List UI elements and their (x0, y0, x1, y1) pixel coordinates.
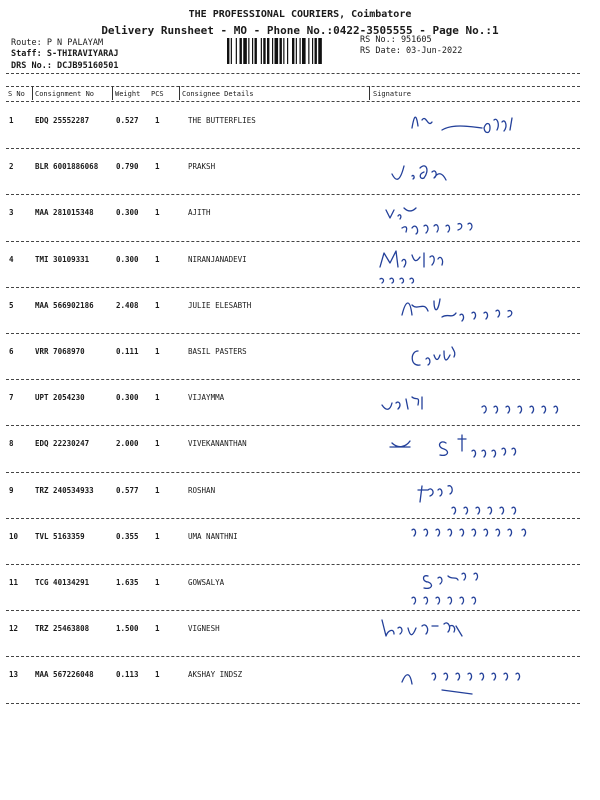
row-pcs: 1 (155, 300, 160, 310)
row-separator (6, 425, 580, 426)
row-consignee: UMA NANTHNI (188, 531, 238, 541)
row-weight: 0.527 (116, 116, 139, 125)
row-weight: 2.000 (116, 439, 139, 449)
staff-label: Staff: S-THIRAVIYARAJ (11, 49, 119, 59)
row-separator (6, 287, 580, 288)
col-pcs-header: PCS (151, 90, 164, 98)
handwritten-signature (372, 152, 577, 196)
row-weight: 1.500 (116, 624, 139, 634)
col-sno-header: S No (8, 90, 25, 98)
row-pcs: 1 (155, 254, 160, 264)
row-pcs: 1 (155, 670, 160, 680)
row-separator (6, 703, 580, 704)
row-separator (6, 564, 580, 565)
row-weight: 0.113 (116, 670, 139, 680)
row-consignee: ROSHAN (188, 485, 216, 495)
handwritten-signature (372, 429, 577, 473)
drs-number: DRS No.: DCJB95160501 (11, 61, 119, 71)
rs-date: RS Date: 03-Jun-2022 (360, 46, 463, 56)
row-consignee: VIJAYMMA (188, 393, 225, 403)
row-sno: 8 (9, 439, 14, 449)
runsheet-title: THE PROFESSIONAL COURIERS, Coimbatore (188, 9, 412, 20)
handwritten-signature (372, 660, 577, 704)
row-consignment-no: TCG 40134291 (35, 578, 90, 587)
row-pcs: 1 (155, 439, 160, 449)
handwritten-signature (372, 383, 577, 427)
col-divider (179, 86, 180, 100)
row-sno: 13 (9, 670, 19, 680)
row-pcs: 1 (155, 393, 160, 403)
row-consignee: PRAKSH (188, 162, 216, 172)
row-weight: 0.300 (116, 254, 139, 264)
row-consignment-no: MAA 281015348 (35, 208, 94, 218)
row-consignee: AJITH (188, 208, 211, 218)
row-consignment-no: TMI 30109331 (35, 254, 90, 264)
row-consignment-no: MAA 567226048 (35, 670, 94, 680)
handwritten-signature (372, 568, 577, 612)
col-weight-header: Weight (115, 90, 141, 98)
handwritten-signature (372, 245, 577, 289)
row-sno: 1 (9, 116, 14, 125)
row-sno: 6 (9, 347, 14, 356)
handwritten-signature (372, 106, 577, 150)
row-consignee: THE BUTTERFLIES (188, 116, 256, 125)
row-consignment-no: TRZ 25463808 (35, 624, 90, 634)
row-separator (6, 379, 580, 380)
runsheet-subtitle: Delivery Runsheet - MO - Phone No.:0422-3505555 - Page No.:1 (101, 24, 499, 37)
row-pcs: 1 (155, 162, 160, 172)
row-sno: 11 (9, 578, 19, 587)
table-top-rule (6, 86, 580, 87)
col-divider (32, 86, 33, 100)
row-sno: 2 (9, 162, 14, 172)
row-weight: 0.577 (116, 485, 139, 495)
row-consignee: JULIE ELESABTH (188, 300, 252, 310)
col-signature-header: Signature (373, 90, 411, 98)
col-consignment-header: Consignment No (35, 90, 95, 98)
row-weight: 2.408 (116, 300, 139, 310)
row-sno: 3 (9, 208, 14, 218)
row-sno: 12 (9, 624, 19, 634)
barcode-icon (227, 38, 347, 64)
row-weight: 0.111 (116, 347, 139, 356)
row-consignment-no: BLR 6001886068 (35, 162, 99, 172)
row-consignment-no: VRR 7068970 (35, 347, 85, 356)
row-weight: 1.635 (116, 578, 139, 587)
row-sno: 9 (9, 485, 14, 495)
row-pcs: 1 (155, 116, 160, 125)
row-consignment-no: TVL 5163359 (35, 531, 85, 541)
row-consignee: GOWSALYA (188, 578, 225, 587)
row-pcs: 1 (155, 208, 160, 218)
header-divider (6, 73, 580, 74)
handwritten-signature (372, 614, 577, 658)
row-separator (6, 241, 580, 242)
row-separator (6, 148, 580, 149)
handwritten-signature (372, 522, 577, 566)
header-bottom-rule (6, 101, 580, 102)
row-consignment-no: TRZ 240534933 (35, 485, 94, 495)
row-consignment-no: MAA 566902186 (35, 300, 94, 310)
row-consignee: VIVEKANANTHAN (188, 439, 247, 449)
row-pcs: 1 (155, 578, 160, 587)
row-sno: 5 (9, 300, 14, 310)
route-label: Route: P N PALAYAM (11, 38, 104, 48)
row-sno: 7 (9, 393, 14, 403)
row-separator (6, 333, 580, 334)
row-sno: 4 (9, 254, 14, 264)
row-weight: 0.300 (116, 208, 139, 218)
rs-number: RS No.: 951605 (360, 35, 432, 45)
row-pcs: 1 (155, 624, 160, 634)
row-separator (6, 610, 580, 611)
row-sno: 10 (9, 531, 19, 541)
row-pcs: 1 (155, 347, 160, 356)
row-consignee: NIRANJANADEVI (188, 254, 247, 264)
handwritten-signature (372, 476, 577, 520)
row-consignment-no: UPT 2054230 (35, 393, 85, 403)
row-pcs: 1 (155, 531, 160, 541)
row-pcs: 1 (155, 485, 160, 495)
handwritten-signature (372, 291, 577, 335)
row-consignee: AKSHAY INDSZ (188, 670, 243, 680)
col-divider (112, 86, 113, 100)
handwritten-signature (372, 337, 577, 381)
row-consignee: BASIL PASTERS (188, 347, 247, 356)
row-consignment-no: EDQ 25552287 (35, 116, 90, 125)
row-separator (6, 518, 580, 519)
row-consignment-no: EDQ 22230247 (35, 439, 90, 449)
row-separator (6, 472, 580, 473)
row-weight: 0.355 (116, 531, 139, 541)
row-consignee: VIGNESH (188, 624, 220, 634)
row-separator (6, 656, 580, 657)
col-divider (369, 86, 370, 100)
col-consignee-header: Consignee Details (182, 90, 254, 98)
row-weight: 0.300 (116, 393, 139, 403)
row-separator (6, 194, 580, 195)
handwritten-signature (372, 198, 577, 242)
row-weight: 0.790 (116, 162, 139, 172)
